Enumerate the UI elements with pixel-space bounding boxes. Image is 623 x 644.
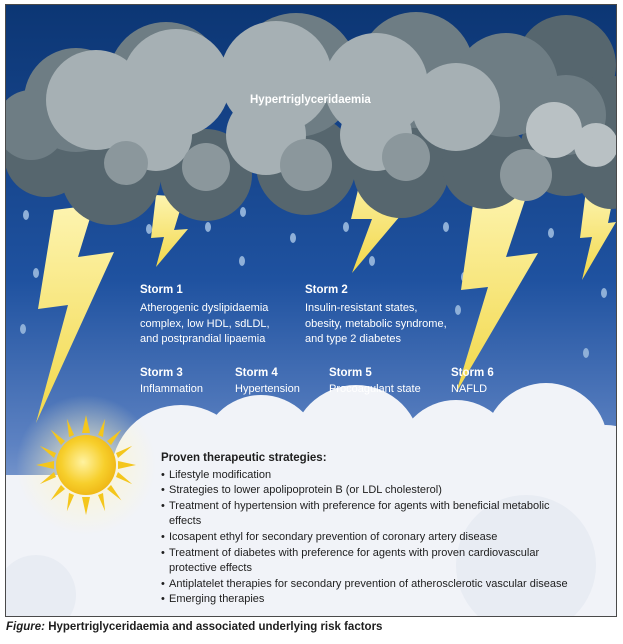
storm-4-description: Hypertension — [235, 383, 300, 395]
storm-2-line-1: Insulin-resistant states, — [305, 302, 418, 314]
storm-6-description: NAFLD — [451, 383, 488, 395]
strategies-title: Proven therapeutic strategies: — [161, 452, 327, 464]
storm-2-description — [305, 301, 447, 348]
strategy-item: • Antiplatelet therapies for secondary prevention of atherosclerotic vascular disease — [161, 577, 611, 593]
strategy-item: • Lifestyle modification — [161, 468, 611, 484]
storm-2-title: Storm 2 — [305, 284, 348, 296]
storm-4-title: Storm 4 — [235, 367, 278, 379]
storm-5-title: Storm 5 — [329, 367, 372, 379]
cloud-label: Hypertriglyceridaemia — [250, 94, 371, 106]
storm-1-line-1: Atherogenic dyslipidaemia — [140, 302, 269, 314]
storm-2-line-2: obesity, metabolic syndrome, — [305, 317, 447, 330]
strategies-list — [161, 468, 611, 608]
storm-3-title: Storm 3 — [140, 367, 183, 379]
storm-3-description: Inflammation — [140, 383, 203, 395]
storm-6-title: Storm 6 — [451, 367, 494, 379]
figure-frame — [5, 4, 617, 617]
strategy-item: • Strategies to lower apolipoprotein B (or LDL cholesterol) — [161, 483, 611, 499]
strategy-item: • Treatment of hypertension with preference for agents with beneficial metabolic effects — [161, 499, 579, 530]
sun — [16, 395, 156, 535]
storm-1-line-3: and postprandial lipaemia — [140, 333, 266, 345]
strategy-item: • Icosapent ethyl for secondary prevention of coronary artery disease — [161, 530, 611, 546]
storm-1-line-2: complex, low HDL, sdLDL, — [140, 317, 270, 330]
sun-disc — [56, 435, 116, 495]
strategy-item: • Treatment of diabetes with preference for agents with proven cardiovascular protective effects — [161, 546, 589, 577]
storm-5-description: Procoagulant state — [329, 383, 421, 395]
storm-1-description — [140, 301, 270, 348]
storm-1-title: Storm 1 — [140, 284, 183, 296]
therapeutic-strategies — [161, 451, 611, 608]
storm-2-line-3: and type 2 diabetes — [305, 333, 402, 345]
figure-caption — [6, 621, 382, 633]
caption-label: Figure: — [6, 621, 45, 633]
strategy-item: • Emerging therapies — [161, 592, 611, 608]
caption-text: Hypertriglyceridaemia and associated underlying risk factors — [48, 621, 383, 633]
